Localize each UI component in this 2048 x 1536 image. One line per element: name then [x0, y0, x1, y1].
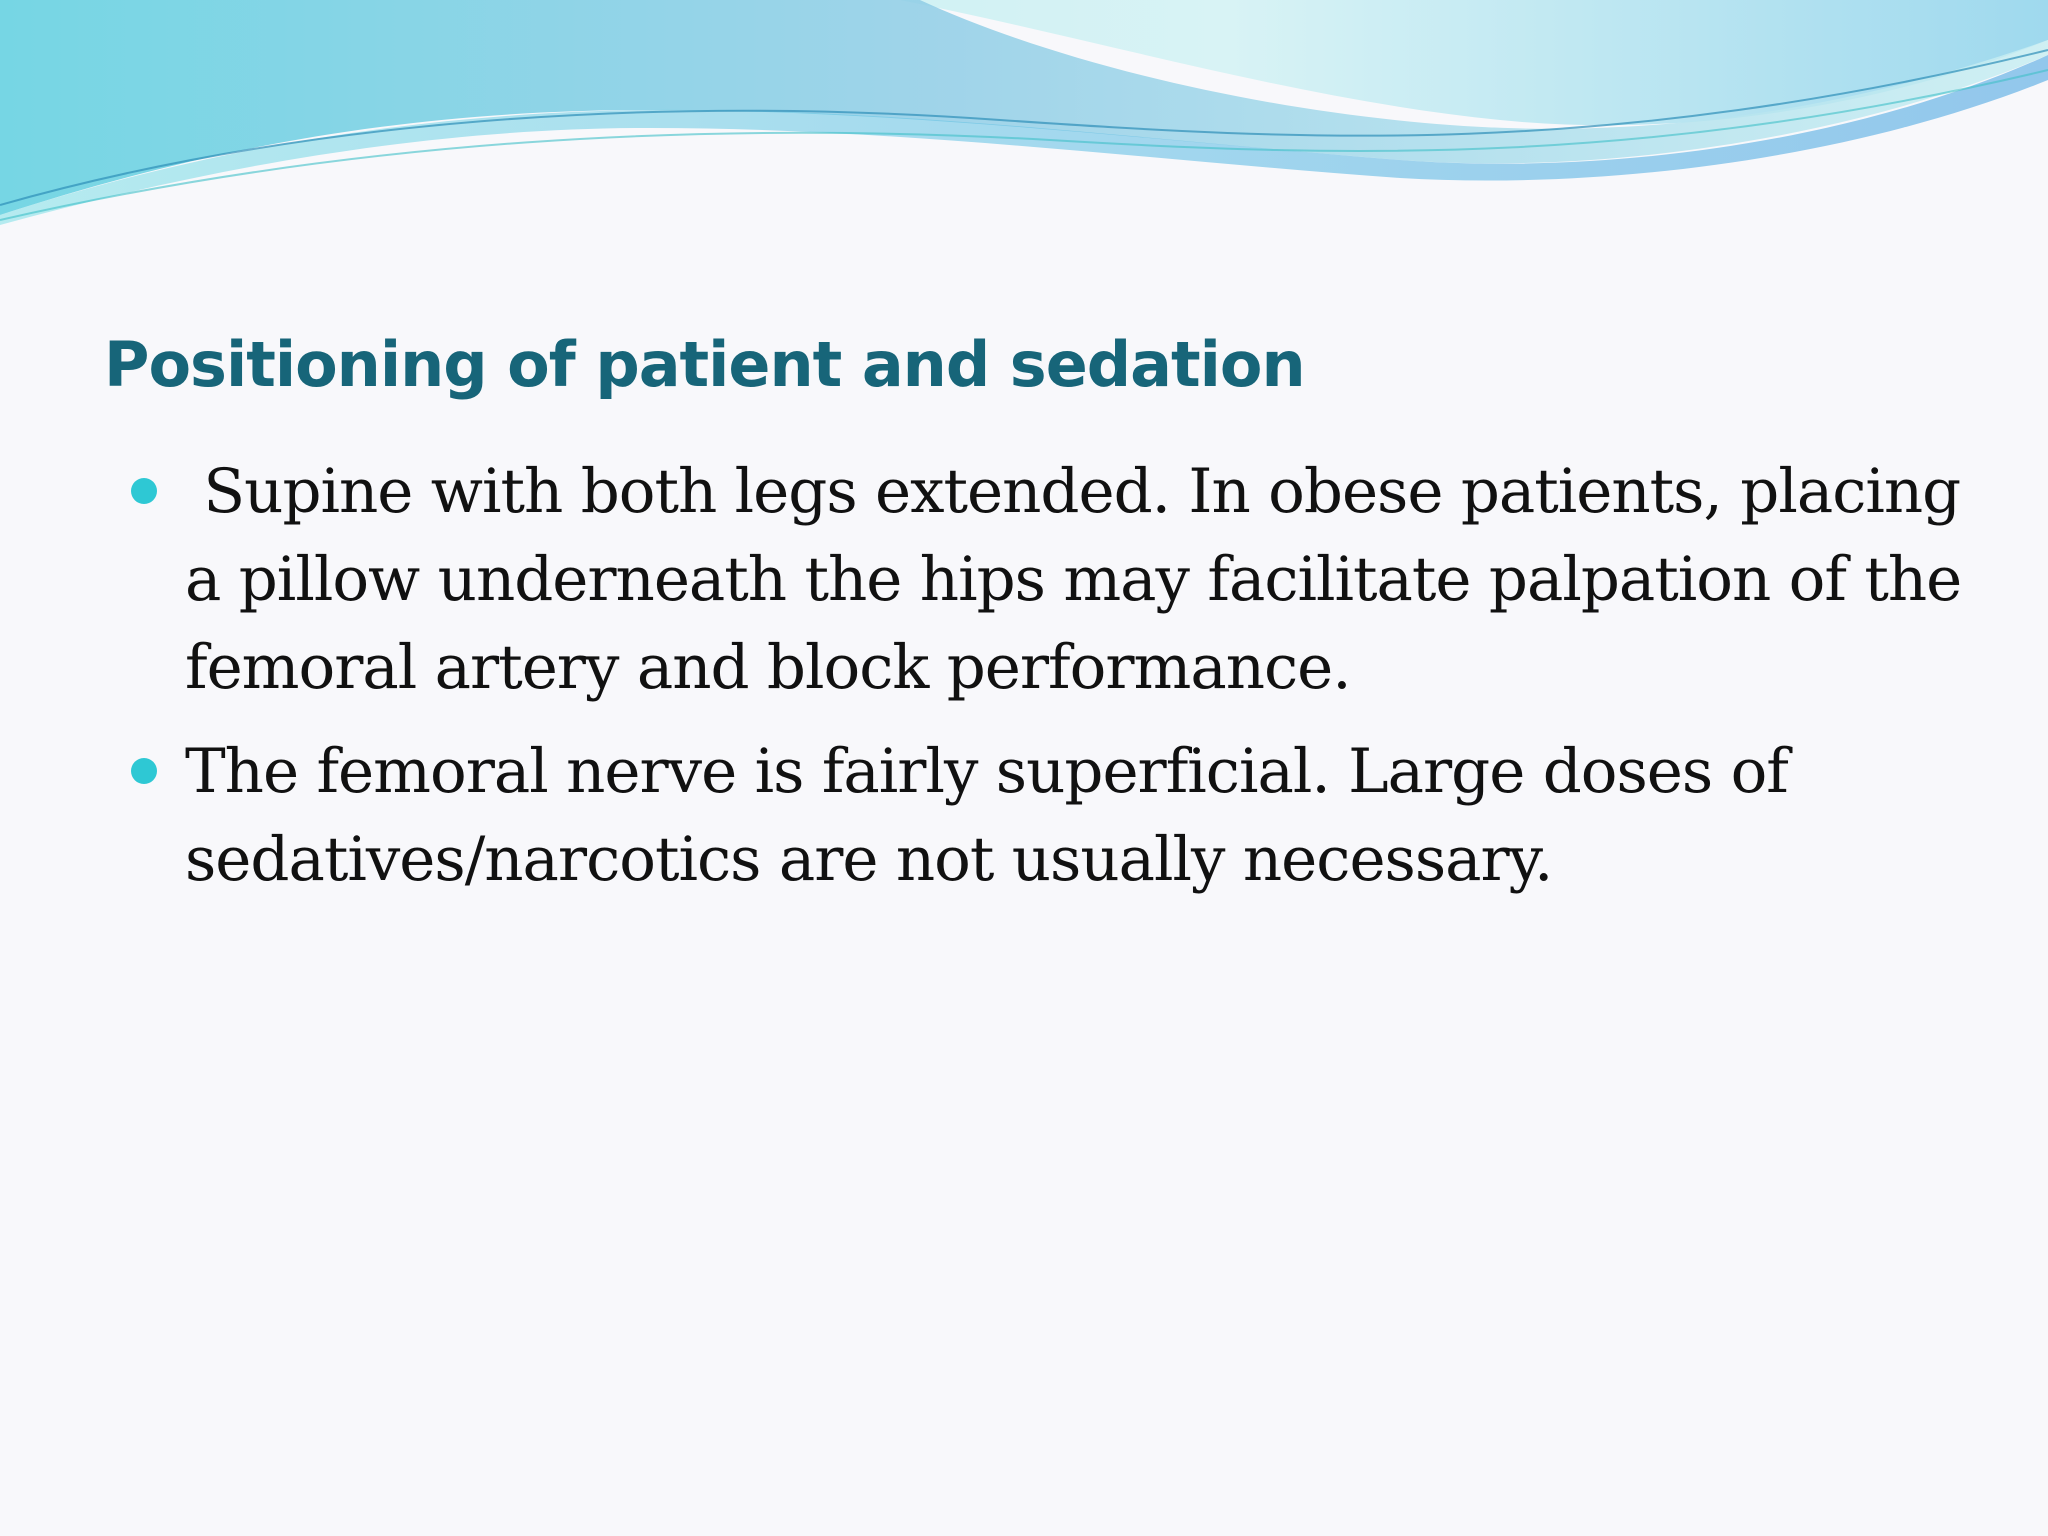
bullet-dot-icon: [131, 478, 157, 504]
bullet-text: Supine with both legs extended. In obese patients, placing a pillow underneath the hips may facilitate palpation of the femoral artery and block performance.: [185, 456, 1980, 703]
slide-title: Positioning of patient and sedation: [104, 328, 1305, 401]
bullet-text: The femoral nerve is fairly superficial. Large doses of sedatives/narcotics are not usually necessary.: [185, 736, 1788, 895]
bullet-item: [185, 728, 1985, 904]
bullet-list: [185, 448, 1985, 920]
header-wave-decoration: [0, 0, 2048, 240]
bullet-item: [185, 448, 1985, 712]
bullet-dot-icon: [131, 758, 157, 784]
